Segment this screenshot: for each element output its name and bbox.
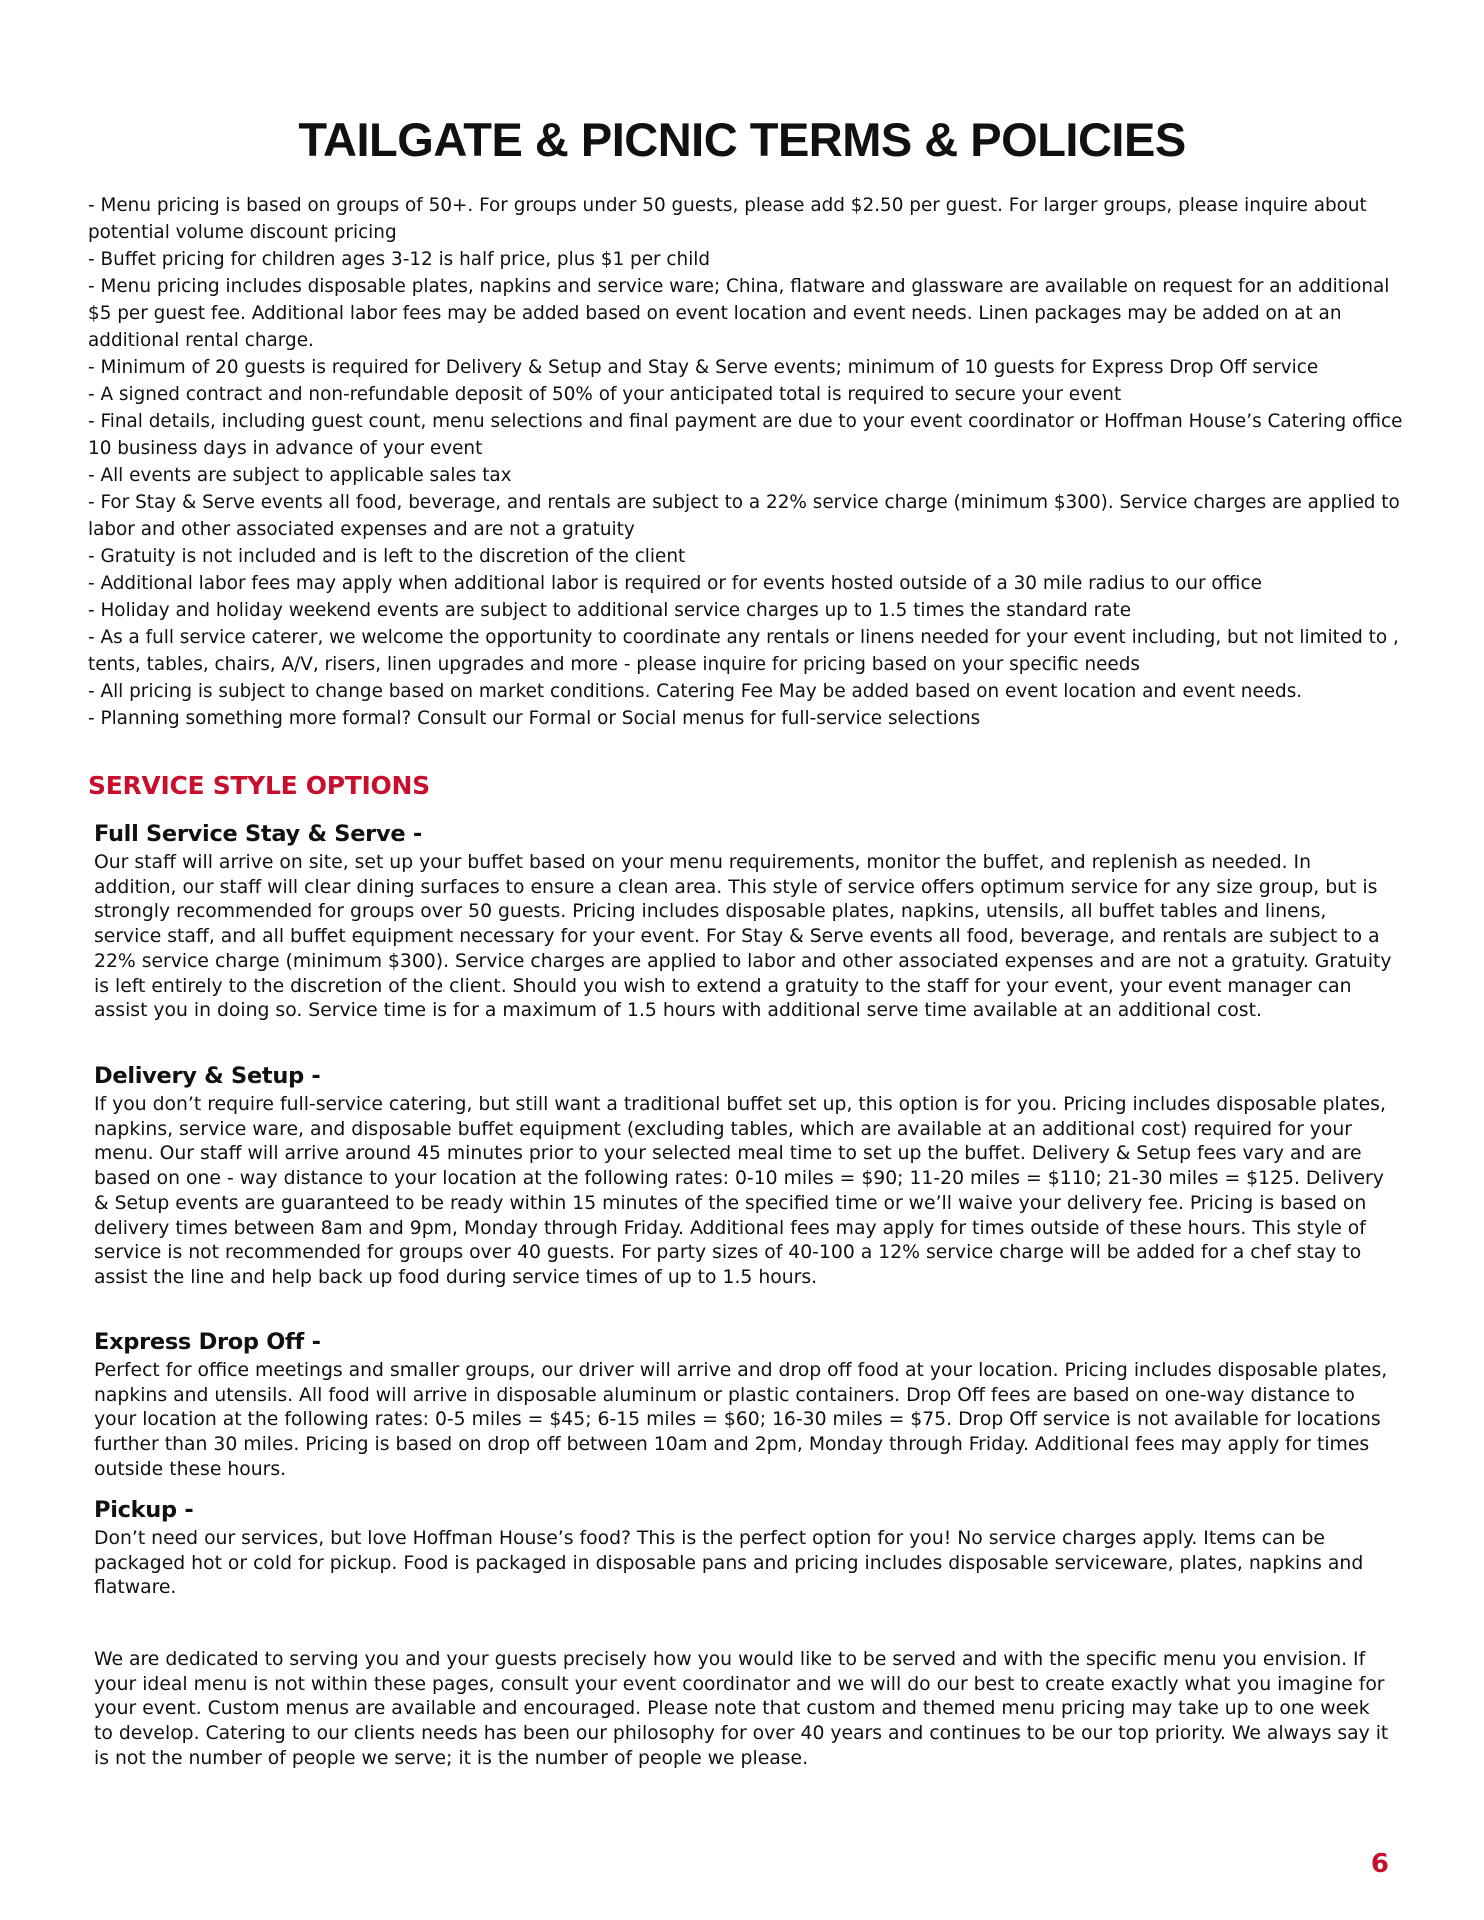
service-option-express-drop-off [94, 1328, 1394, 1483]
service-option-description: Our staff will arrive on site, set up your buffet based on your menu requirements, monitor the buffet, and replenish as needed. In addition, our staff will clear dining surfaces to ensure a clean area. This style of service offers optimum service for any size group, but is strongly recommended for groups over 50 guests. Pricing includes disposable plates, napkins, utensils, all buffet tables and linens, service staff, and all buffet equipment necessary for your event. For Stay & Serve events all food, beverage, and rentals are subject to a 22% service charge (minimum $300). Service charges are applied to labor and other associated expenses and are not a gratuity. Gratuity is left entirely to the discretion of the client. Should you wish to extend a gratuity to the staff for your event, your event manager can assist you in doing so. Service time is for a maximum of 1.5 hours with additional serve time available at an additional cost. [94, 852, 1392, 1022]
policy-item: - Additional labor fees may apply when additional labor is required or for events hosted outside of a 30 mile radius to our office [88, 573, 1262, 594]
policy-item: - Menu pricing is based on groups of 50+. For groups under 50 guests, please add $2.50 per guest. For larger groups, please inquire about potential volume discount pricing [88, 195, 1367, 243]
policy-item: - For Stay & Serve events all food, beverage, and rentals are subject to a 22% service charge (minimum $300). Service charges are applied to labor and other associated expenses and are not a gratuity [88, 492, 1400, 540]
service-option-stay-serve [94, 820, 1394, 1024]
policy-item: - Holiday and holiday weekend events are subject to additional service charges up to 1.5 times the standard rate [88, 600, 1132, 621]
service-option-pickup [94, 1496, 1394, 1601]
page-title: TAILGATE & PICNIC TERMS & POLICIES [298, 113, 1186, 166]
policy-list [88, 192, 1403, 732]
closing-paragraph: We are dedicated to serving you and your guests precisely how you would like to be served and with the specific menu you envision. If your ideal menu is not within these pages, consult your event coordinator and we will do our best to create exactly what you imagine for your event. Custom menus are available and encouraged. Please note that custom and themed menu pricing may take up to one week to develop. Catering to our clients needs has been our philosophy for over 40 years and continues to be our top priority. We always say it is not the number of people we serve; it is the number of people we please. [94, 1649, 1389, 1769]
service-option-title: Pickup - [94, 1497, 194, 1523]
policy-item: - All pricing is subject to change based on market conditions. Catering Fee May be added based on event location and event needs. [88, 681, 1303, 702]
page-number: 6 [1370, 1849, 1389, 1879]
policy-item: - All events are subject to applicable sales tax [88, 465, 512, 486]
policy-item: - Minimum of 20 guests is required for Delivery & Setup and Stay & Serve events; minimum of 10 guests for Express Drop Off service [88, 357, 1319, 378]
service-option-title: Full Service Stay & Serve - [94, 821, 422, 847]
service-style-heading: SERVICE STYLE OPTIONS [88, 771, 430, 800]
policy-item: - Planning something more formal? Consult our Formal or Social menus for full-service selections [88, 708, 981, 729]
policy-item: - As a full service caterer, we welcome the opportunity to coordinate any rentals or linens needed for your event including, but not limited to , tents, tables, chairs, A/V, risers, linen upgrades and more - please inquire for pricing based on your specific needs [88, 627, 1399, 675]
service-option-title: Delivery & Setup - [94, 1063, 321, 1089]
policy-item: - Gratuity is not included and is left to the discretion of the client [88, 546, 686, 567]
service-option-description: Don’t need our services, but love Hoffman House’s food? This is the perfect option for you! No service charges apply. Items can be packaged hot or cold for pickup. Food is packaged in disposable pans and pricing includes disposable serviceware, plates, napkins and flatware. [94, 1528, 1364, 1599]
policy-item: - Buffet pricing for children ages 3-12 is half price, plus $1 per child [88, 249, 711, 270]
service-option-description: Perfect for office meetings and smaller groups, our driver will arrive and drop off food at your location. Pricing includes disposable plates, napkins and utensils. All food will arrive in disposable aluminum or plastic containers. Drop Off fees are based on one-way distance to your location at the following rates: 0-5 miles = $45; 6-15 miles = $60; 16-30 miles = $75. Drop Off service is not available for locations further than 30 miles. Pricing is based on drop off between 10am and 2pm, Monday through Friday. Additional fees may apply for times outside these hours. [94, 1360, 1388, 1480]
policy-item: - Final details, including guest count, menu selections and final payment are due to your event coordinator or Hoffman House’s Catering office 10 business days in advance of your event [88, 411, 1403, 459]
service-option-description: If you don’t require full-service catering, but still want a traditional buffet set up, this option is for you. Pricing includes disposable plates, napkins, service ware, and disposable buffet equipment (excluding tables, which are available at an additional cost) required for your menu. Our staff will arrive around 45 minutes prior to your selected meal time to set up the buffet. Delivery & Setup fees vary and are based on one - way distance to your location at the following rates: 0-10 miles = $90; 11-20 miles = $110; 21-30 miles = $125. Delivery & Setup events are guaranteed to be ready within 15 minutes of the specified time or we’ll waive your delivery fee. Pricing is based on delivery times between 8am and 9pm, Monday through Friday. Additional fees may apply for times outside of these hours. This style of service is not recommended for groups over 40 guests. For party sizes of 40-100 a 12% service charge will be added for a chef stay to assist the line and help back up food during service times of up to 1.5 hours. [94, 1094, 1386, 1288]
service-option-delivery-setup [94, 1062, 1394, 1291]
service-option-title: Express Drop Off - [94, 1329, 321, 1355]
policy-item: - Menu pricing includes disposable plates, napkins and service ware; China, flatware and glassware are available on request for an additional $5 per guest fee. Additional labor fees may be added based on event location and event needs. Linen packages may be added on at an additional rental charge. [88, 276, 1390, 351]
policy-item: - A signed contract and non-refundable deposit of 50% of your anticipated total is required to secure your event [88, 384, 1122, 405]
